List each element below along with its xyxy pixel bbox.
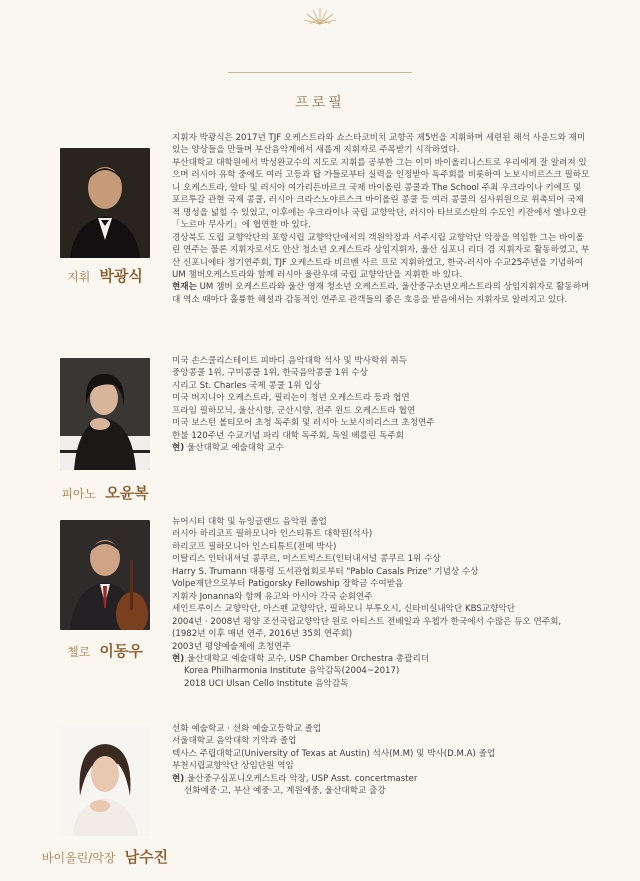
violinist-item: 선화 예술학교 · 선화 예술고등학교 졸업 — [172, 724, 322, 734]
pianist-name: 오윤복 — [105, 484, 149, 502]
conductor-portrait-icon — [60, 148, 150, 258]
violinist-extra-item: 선화예중·고, 부산 예중·고, 계원예중, 울산대학교 출강 — [184, 786, 386, 797]
cellist-current-text: 울산대학교 예술대학 교수, USP Chamber Orchestra 총괄리더 — [186, 653, 430, 664]
cellist-item: 세인트루이스 교향악단, 아스펜 교향악단, 필하모니 부투오시, 신타비실내악단 KBS교향악단 — [172, 604, 516, 615]
pianist-current-text: 울산대학교 예술대학 교수 — [186, 443, 284, 454]
cellist-current-label: 현) — [172, 653, 185, 664]
pianist-portrait-icon — [60, 358, 150, 470]
cellist-item: 2004년 · 2008년 평양 조선국립교향악단 원로 아티스트 전배일과 우쳅가 한국에서 수많은 듀오 연주회, — [172, 616, 562, 627]
conductor-bio-current — [172, 281, 592, 306]
pianist-current — [172, 442, 592, 454]
conductor-role: 지휘 — [67, 270, 91, 284]
cellist-extra-item: Korea Philharmonia Institute 음악감독(2004~2017) — [184, 666, 400, 677]
conductor-current-text: UM 챔버 오케스트라와 울산 영재 청소년 오케스트라, 울산중구소년오케스트라의 상임지휘자로 활동하며 대 역소 때마다 훌륭한 해설과 감동적인 연주로 관객들의 좋은 호응을 받음에서는 지휘자로 알려지고 있다. — [172, 282, 590, 305]
pianist-bio — [172, 355, 592, 455]
pianist-item: 미국 버지니아 오케스트라, 필리는이 청년 오케스트라 등과 협연 — [172, 393, 410, 404]
conductor-bio-paragraph-1: 지휘자 박광식은 2017년 TJF 오케스트라와 쇼스타코비치 교향곡 제5번을 지휘하며 세련된 해석 사운드와 재미있는 양상들을 만들며 부산음악계에서 새롭게 지휘자로 주목받기 시작하였다. — [172, 133, 586, 156]
conductor-name: 박광식 — [99, 267, 143, 285]
violinist-current-text: 울산중구심포니오케스트라 악장, USP Asst. concertmaster — [186, 773, 418, 784]
violinist-bio — [172, 723, 592, 798]
violinist-name: 남수진 — [124, 848, 169, 866]
pianist-item: 미국 손스쿨리스테이트 피바디 음악대학 석사 및 박사학위 취득 — [172, 356, 407, 366]
conductor-bio-paragraph-2: 부산대학교 대학원에서 박성완교수의 지도로 지휘를 공부한 그는 이미 바이올리니스트로 우리에게 잘 알려져 있으며 러시아 유학 중에도 여러 고등과 탑 가들로부터 실력을 인정받아 독주회를 비롯하여 노보시비르스크 필하모니 오케스트라, 알타 및 러시아 여가리든바르크 국제 바이올린 콩쿨과 The School 주최 우크라이나 키에프 및 포르투갈 관현 국제 콩쿨, 러시아 크라스노야르스크 바이올린 콩쿨 등 여러 콩쿨의 심사위원으로 위촉되어 국제적 명성을 넓힐 수 있었고, 이후에는 우크라이나 국립 교향악단, 러시아 타브로스탄의 수도인 키잔에서 열나오란 「노르마 무사키」에 협연한 바 있다. — [172, 157, 590, 231]
pianist-item: 중앙콩쿨 1위, 구미콩쿨 1위, 한국음악콩쿨 1위 수상 — [172, 368, 368, 379]
pianist-item: 한불 120주년 수교기념 파리 대학 독주회, 독일 베를린 독주회 — [172, 430, 404, 441]
pianist-current-label: 현) — [172, 443, 185, 454]
header-divider — [228, 72, 412, 73]
cellist-item: (1982년 이후 매년 연주, 2016년 35회 연주회) — [172, 629, 353, 640]
cellist-item: 러시아 하리코프 필하모니아 인스티튜트 대학원(석사) — [172, 529, 373, 540]
violinist-portrait-icon — [60, 726, 150, 836]
violinist-caption — [40, 846, 170, 867]
cellist-item: 뉴어시티 대학 및 뉴잉글랜드 음악원 졸업 — [172, 517, 327, 527]
conductor-caption — [40, 265, 170, 286]
violinist-item: 부천시립교향악단 상임단원 역임 — [172, 761, 294, 772]
cellist-portrait-icon — [60, 520, 150, 630]
conductor-current-label: 현재는 — [172, 282, 197, 293]
cellist-bio — [172, 516, 592, 690]
section-title: 프로필 — [295, 95, 345, 111]
cellist-item: 이탈리스 인터내셔널 콩쿠르, 미스트빅스트(인터내셔널 콩쿠르 1위 수상 — [172, 554, 441, 565]
pianist-item: 시리고 St. Charles 국제 콩쿨 1위 입상 — [172, 380, 321, 391]
sunburst-ornament-icon — [302, 4, 338, 28]
cellist-item: 2003년 평양예술제에 초청연주 — [172, 641, 291, 652]
pianist-caption — [40, 482, 170, 503]
cellist-item: 지휘자 Jonanna와 함께 유고와 아시아 각국 순회연주 — [172, 591, 373, 602]
pianist-item: 프라임 필하모닉, 울산시향, 군산시향, 전주 윈드 오케스트라 협연 — [172, 405, 416, 416]
cellist-extra-item: 2018 UCI Ulsan Cello Institute 음악감독 — [184, 678, 349, 689]
violinist-item: 서울대학교 음악대학 기악과 졸업 — [172, 736, 297, 747]
cellist-name: 이동우 — [99, 642, 143, 660]
cellist-role: 첼로 — [67, 645, 91, 659]
cellist-caption — [40, 640, 170, 661]
violinist-role: 바이올린/악장 — [41, 851, 116, 865]
cellist-item: Harry S. Trumann 대통령 도서관협회로부터 "Pablo Casals Prize" 기념상 수상 — [172, 566, 479, 577]
conductor-bio — [172, 132, 592, 306]
violinist-current-label: 현) — [172, 773, 185, 784]
pianist-role: 피아노 — [61, 487, 97, 501]
cellist-item: Volpe재단으로부터 Patigorsky Fellowship 장학금 수여받음 — [172, 579, 404, 590]
violinist-item: 텍사스 주립대학교(University of Texas at Austin) 석사(M.M) 및 박사(D.M.A) 졸업 — [172, 748, 496, 759]
pianist-item: 미국 보스턴 볼티모어 초청 독주회 및 러시아 노보시비리스크 초청연주 — [172, 418, 435, 429]
violinist-current — [172, 773, 592, 785]
conductor-bio-paragraph-3: 경상북도 도립 교향악단의 포항시립 교향악단에서의 객원악장과 서주시립 교향악단 악장을 역임한 그는 바이올린 연주는 물론 지휘자로서도 안산 청소년 오케스트라 상임지휘자, 울산 심포니 리더 겸 지휘자로 활동하였고, 부산 신포니에타 정기연주회, TJF 오케스트라 비르벤 사르 프로 지휘하였고, 한국-러시아 수교25주년을 기념하여 UM 챔버오케스트라와 함께 러시아 울란우데 국립 교향악단을 지휘한 바 있다. — [172, 232, 590, 280]
cellist-current — [172, 653, 592, 665]
cellist-item: 하리코프 필하모니아 인스티튜트(전메 박사) — [172, 541, 337, 552]
